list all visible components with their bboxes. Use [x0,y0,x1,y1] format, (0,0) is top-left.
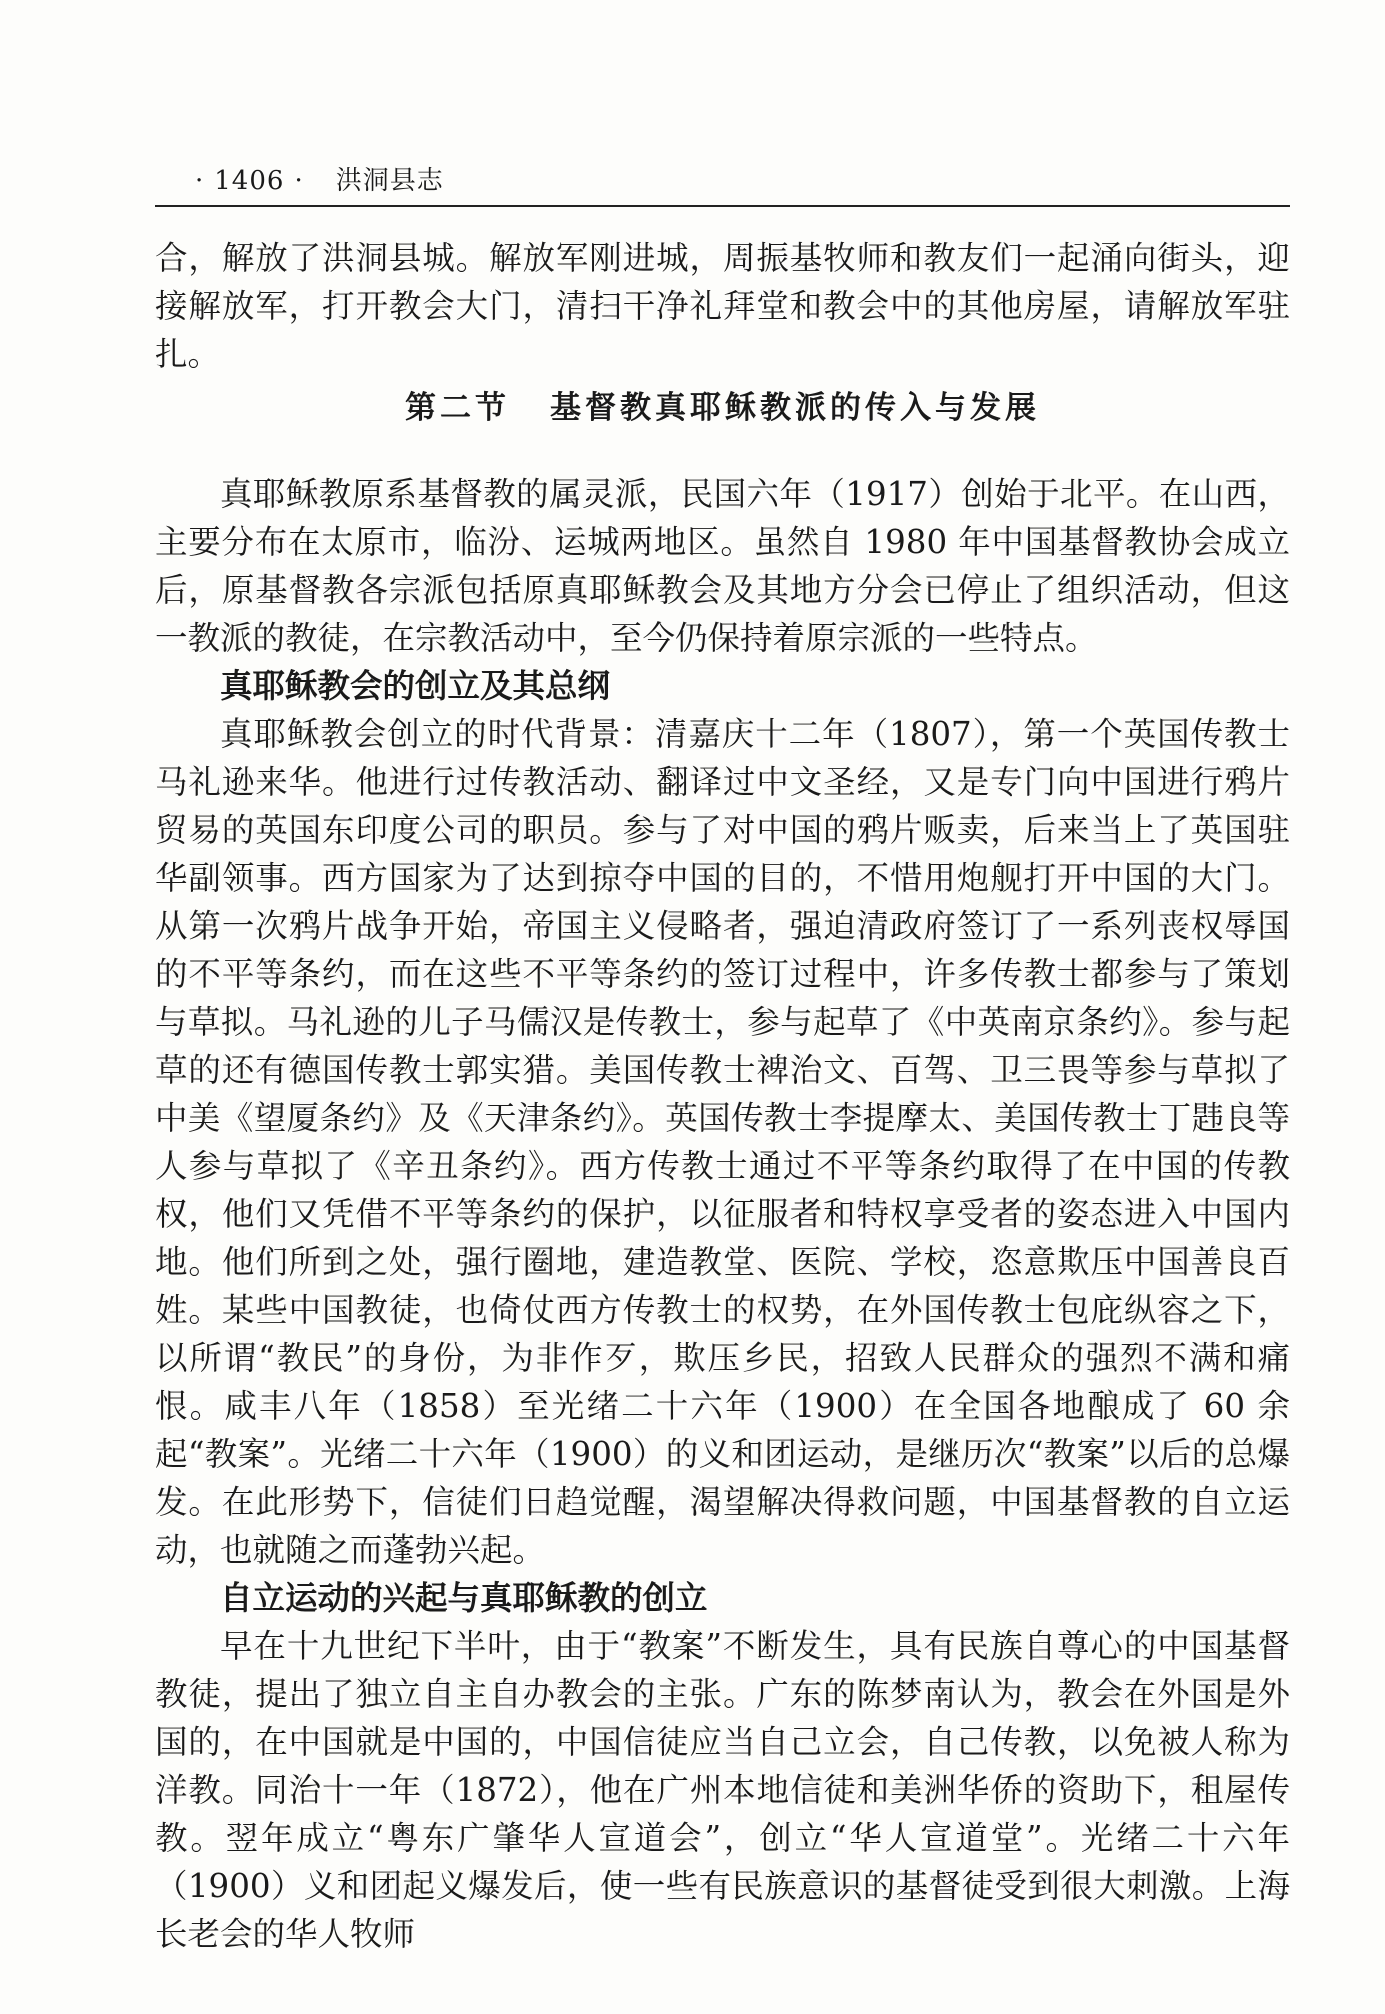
subheading-2: 自立运动的兴起与真耶稣教的创立 [220,1578,708,1617]
main-text [155,470,1290,1958]
running-header [185,160,444,197]
paragraph-2: 真耶稣教会创立的时代背景：清嘉庆十二年（1807），第一个英国传教士马礼逊来华。他进行过传教活动、翻译过中文圣经，又是专门向中国进行鸦片贸易的英国东印度公司的职员。参与了对中国的鸦片贩卖，后来当上了英国驻华副领事。西方国家为了达到掠夺中国的目的，不惜用炮舰打开中国的大门。从第一次鸦片战争开始，帝国主义侵略者，强迫清政府签订了一系列丧权辱国的不平等条约，而在这些不平等条约的签订过程中，许多传教士都参与了策划与草拟。马礼逊的儿子马儒汉是传教士，参与起草了《中英南京条约》。参与起草的还有德国传教士郭实猎。美国传教士裨治文、百驾、卫三畏等参与草拟了中美《望厦条约》及《天津条约》。英国传教士李提摩太、美国传教士丁韪良等人参与草拟了《辛丑条约》。西方传教士通过不平等条约取得了在中国的传教权，他们又凭借不平等条约的保护，以征服者和特权享受者的姿态进入中国内地。他们所到之处，强行圈地，建造教堂、医院、学校，恣意欺压中国善良百姓。某些中国教徒，也倚仗西方传教士的权势，在外国传教士包庇纵容之下，以所谓“教民”的身份，为非作歹，欺压乡民，招致人民群众的强烈不满和痛恨。咸丰八年（1858）至光绪二十六年（1900）在全国各地酿成了 60 余起“教案”。光绪二十六年（1900）的义和团运动，是继历次“教案”以后的总爆发。在此形势下，信徒们日趋觉醒，渴望解决得救问题，中国基督教的自立运动，也就随之而蓬勃兴起。 [155,715,1290,1569]
bullet-left: · [195,166,205,196]
page-number: 1406 [214,166,285,196]
header-rule [155,205,1290,207]
section-heading [155,382,1290,427]
section-number: 第二节 [405,390,510,426]
intro-block [155,234,1290,378]
subheading-1: 真耶稣教会的创立及其总纲 [220,666,611,705]
bullet-right: · [294,166,304,196]
book-title: 洪洞县志 [335,166,444,196]
intro-paragraph: 合，解放了洪洞县城。解放军刚进城，周振基牧师和教友们一起涌向街头，迎接解放军，打开教会大门，清扫干净礼拜堂和教会中的其他房屋，请解放军驻扎。 [155,239,1290,373]
paragraph-1: 真耶稣教原系基督教的属灵派，民国六年（1917）创始于北平。在山西，主要分布在太原市，临汾、运城两地区。虽然自 1980 年中国基督教协会成立后，原基督教各宗派包括原真耶稣教会及其地方分会已停止了组织活动，但这一教派的教徒，在宗教活动中，至今仍保持着原宗派的一些特点。 [155,475,1290,657]
paragraph-3: 早在十九世纪下半叶，由于“教案”不断发生，具有民族自尊心的中国基督教徒，提出了独立自主自办教会的主张。广东的陈梦南认为，教会在外国是外国的，在中国就是中国的，中国信徒应当自己立会，自己传教，以免被人称为洋教。同治十一年（1872），他在广州本地信徒和美洲华侨的资助下，租屋传教。翌年成立“粤东广肇华人宣道会”，创立“华人宣道堂”。光绪二十六年（1900）义和团起义爆发后，使一些有民族意识的基督徒受到很大刺激。上海长老会的华人牧师 [155,1627,1290,1953]
section-title: 基督教真耶稣教派的传入与发展 [550,390,1040,426]
